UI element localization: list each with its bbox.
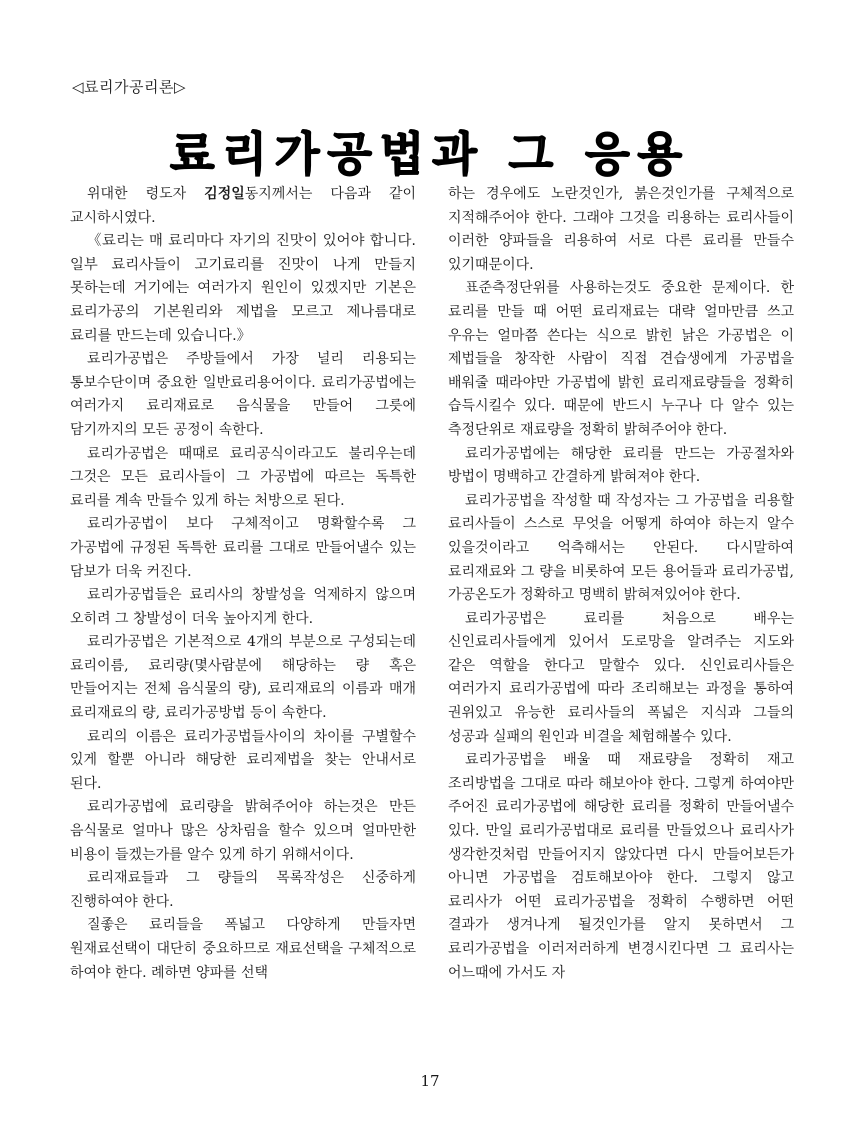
paragraph: 료리가공법이 보다 구체적이고 명확할수록 그 가공법에 규정된 독특한 료리를 그대로 만들어낼수 있는 담보가 더욱 커진다. bbox=[70, 516, 416, 580]
paragraph: 표준측정단위를 사용하는것도 중요한 문제이다. 한 료리를 만들 때 어떤 료리재료는 대략 얼마만큼 쓰고 우유는 얼마쯤 쓴다는 식으로 밝힌 낡은 가공법은 이 제법들을 창작한 사람이 직접 견습생에게 가공법을 배워줄 때라야만 가공법에 밝힌 료리재료량들을 정확히 습득시킬수 있다. 때문에 반드시 누구나 다 알수 있는 측정단위로 재료량을 정확히 밝혀주어야 한다. bbox=[448, 280, 794, 438]
leader-name: 김정일 bbox=[204, 186, 245, 202]
left-column bbox=[70, 183, 416, 985]
paragraph: 료리가공법에는 해당한 료리를 만드는 가공절차와 방법이 명백하고 간결하게 밝혀져야 한다. bbox=[448, 445, 794, 486]
paragraph: 료리가공법은 주방들에서 가장 널리 리용되는 통보수단이며 중요한 일반료리용어이다. 료리가공법에는 여러가지 료리재료로 음식물을 만들어 그릇에 담기까지의 모든 공정이 속한다. bbox=[70, 351, 416, 438]
paragraph: 료리가공법은 때때로 료리공식이라고도 불리우는데 그것은 모든 료리사들이 그 가공법에 따르는 독특한 료리를 계속 만들수 있게 하는 처방으로 된다. bbox=[70, 445, 416, 509]
paragraph: 료리가공법을 작성할 때 작성자는 그 가공법을 리용할 료리사들이 스스로 무엇을 어떻게 하여야 하는지 알수 있을것이라고 억측해서는 안된다. 다시말하여 료리재료와 그 량을 비롯하여 모든 용어들과 료리가공법, 가공온도가 정확하고 명백히 밝혀져있어야 한다. bbox=[448, 492, 794, 604]
paragraph-quote: 《료리는 매 료리마다 자기의 진맛이 있어야 합니다. 일부 료리사들이 고기료리를 진맛이 나게 만들지 못하는데 거기에는 여러가지 원인이 있겠지만 기본은 료리가공의 기본원리와 제법을 모르고 제나름대로 료리를 만드는데 있습니다.》 bbox=[70, 233, 416, 344]
article-title: 료리가공법과 그 응용 bbox=[170, 127, 690, 181]
page-number: 17 bbox=[420, 1072, 440, 1090]
paragraph: 료리재료들과 그 량들의 목록작성은 신중하게 진행하여야 한다. bbox=[70, 870, 416, 910]
paragraph: 료리가공법을 배울 때 재료량을 정확히 재고 조리방법을 그대로 따라 해보아야 한다. 그렇게 하여야만 주어진 료리가공법에 해당한 료리를 정확히 만들어낼수 있다. 만일 료리가공법대로 료리를 만들었으나 료리사가 생각한것처럼 만들어지지 않았다면 다시 만들어보든가 아니면 가공법을 검토해보아야 한다. 그렇지 않고 료리사가 어떤 료리가공법을 정확히 수행하면 어떤 결과가 생겨나게 될것인가를 알지 못하면서 그 료리가공법을 이러저러하게 변경시킨다면 그 료리사는 어느때에 가서도 자 bbox=[448, 752, 794, 981]
paragraph: 료리가공법은 기본적으로 4개의 부분으로 구성되는데 료리이름, 료리량(몇사람분에 해당하는 량 혹은 만들어지는 전체 음식물의 량), 료리재료의 이름과 매개 료리재료의 량, 료리가공방법 등이 속한다. bbox=[70, 634, 416, 722]
paragraph: 료리의 이름은 료리가공법들사이의 차이를 구별할수 있게 할뿐 아니라 해당한 료리제법을 찾는 안내서로 된다. bbox=[70, 728, 416, 792]
section-tag: ◁료리가공리론▷ bbox=[72, 78, 187, 96]
intro-prefix: 위대한 령도자 bbox=[87, 186, 205, 202]
paragraph-continued: 하는 경우에도 노란것인가, 붉은것인가를 구체적으로 지적해주어야 한다. 그래야 그것을 리용하는 료리사들이 이러한 양파들을 리용하여 서로 다른 료리를 만들수 있기때문이다. bbox=[448, 186, 794, 273]
paragraph: 료리가공법들은 료리사의 창발성을 억제하지 않으며 오히려 그 창발성이 더욱 높아지게 한다. bbox=[70, 587, 416, 627]
paragraph-intro bbox=[70, 183, 416, 230]
paragraph: 질좋은 료리들을 폭넓고 다양하게 만들자면 원재료선택이 대단히 중요하므로 재료선택을 구체적으로 하여야 한다. 례하면 양파를 선택 bbox=[70, 917, 416, 981]
paragraph: 료리가공법은 료리를 처음으로 배우는 신인료리사들에게 있어서 도로망을 알려주는 지도와 같은 역할을 한다고 말할수 있다. 신인료리사들은 여러가지 료리가공법에 따라 조리해보는 과정을 통하여 권위있고 유능한 료리사들의 폭넓은 지식과 그들의 성공과 실패의 원인과 비결을 체험해볼수 있다. bbox=[448, 610, 794, 745]
right-column bbox=[448, 183, 794, 985]
intro-suffix: 동지께서는 다음과 같이 교시하시였다. bbox=[70, 186, 417, 226]
paragraph: 료리가공법에 료리량을 밝혀주어야 하는것은 만든 음식물로 얼마나 많은 상차림을 할수 있으며 얼마만한 비용이 들겠는가를 알수 있게 하기 위해서이다. bbox=[70, 799, 416, 863]
